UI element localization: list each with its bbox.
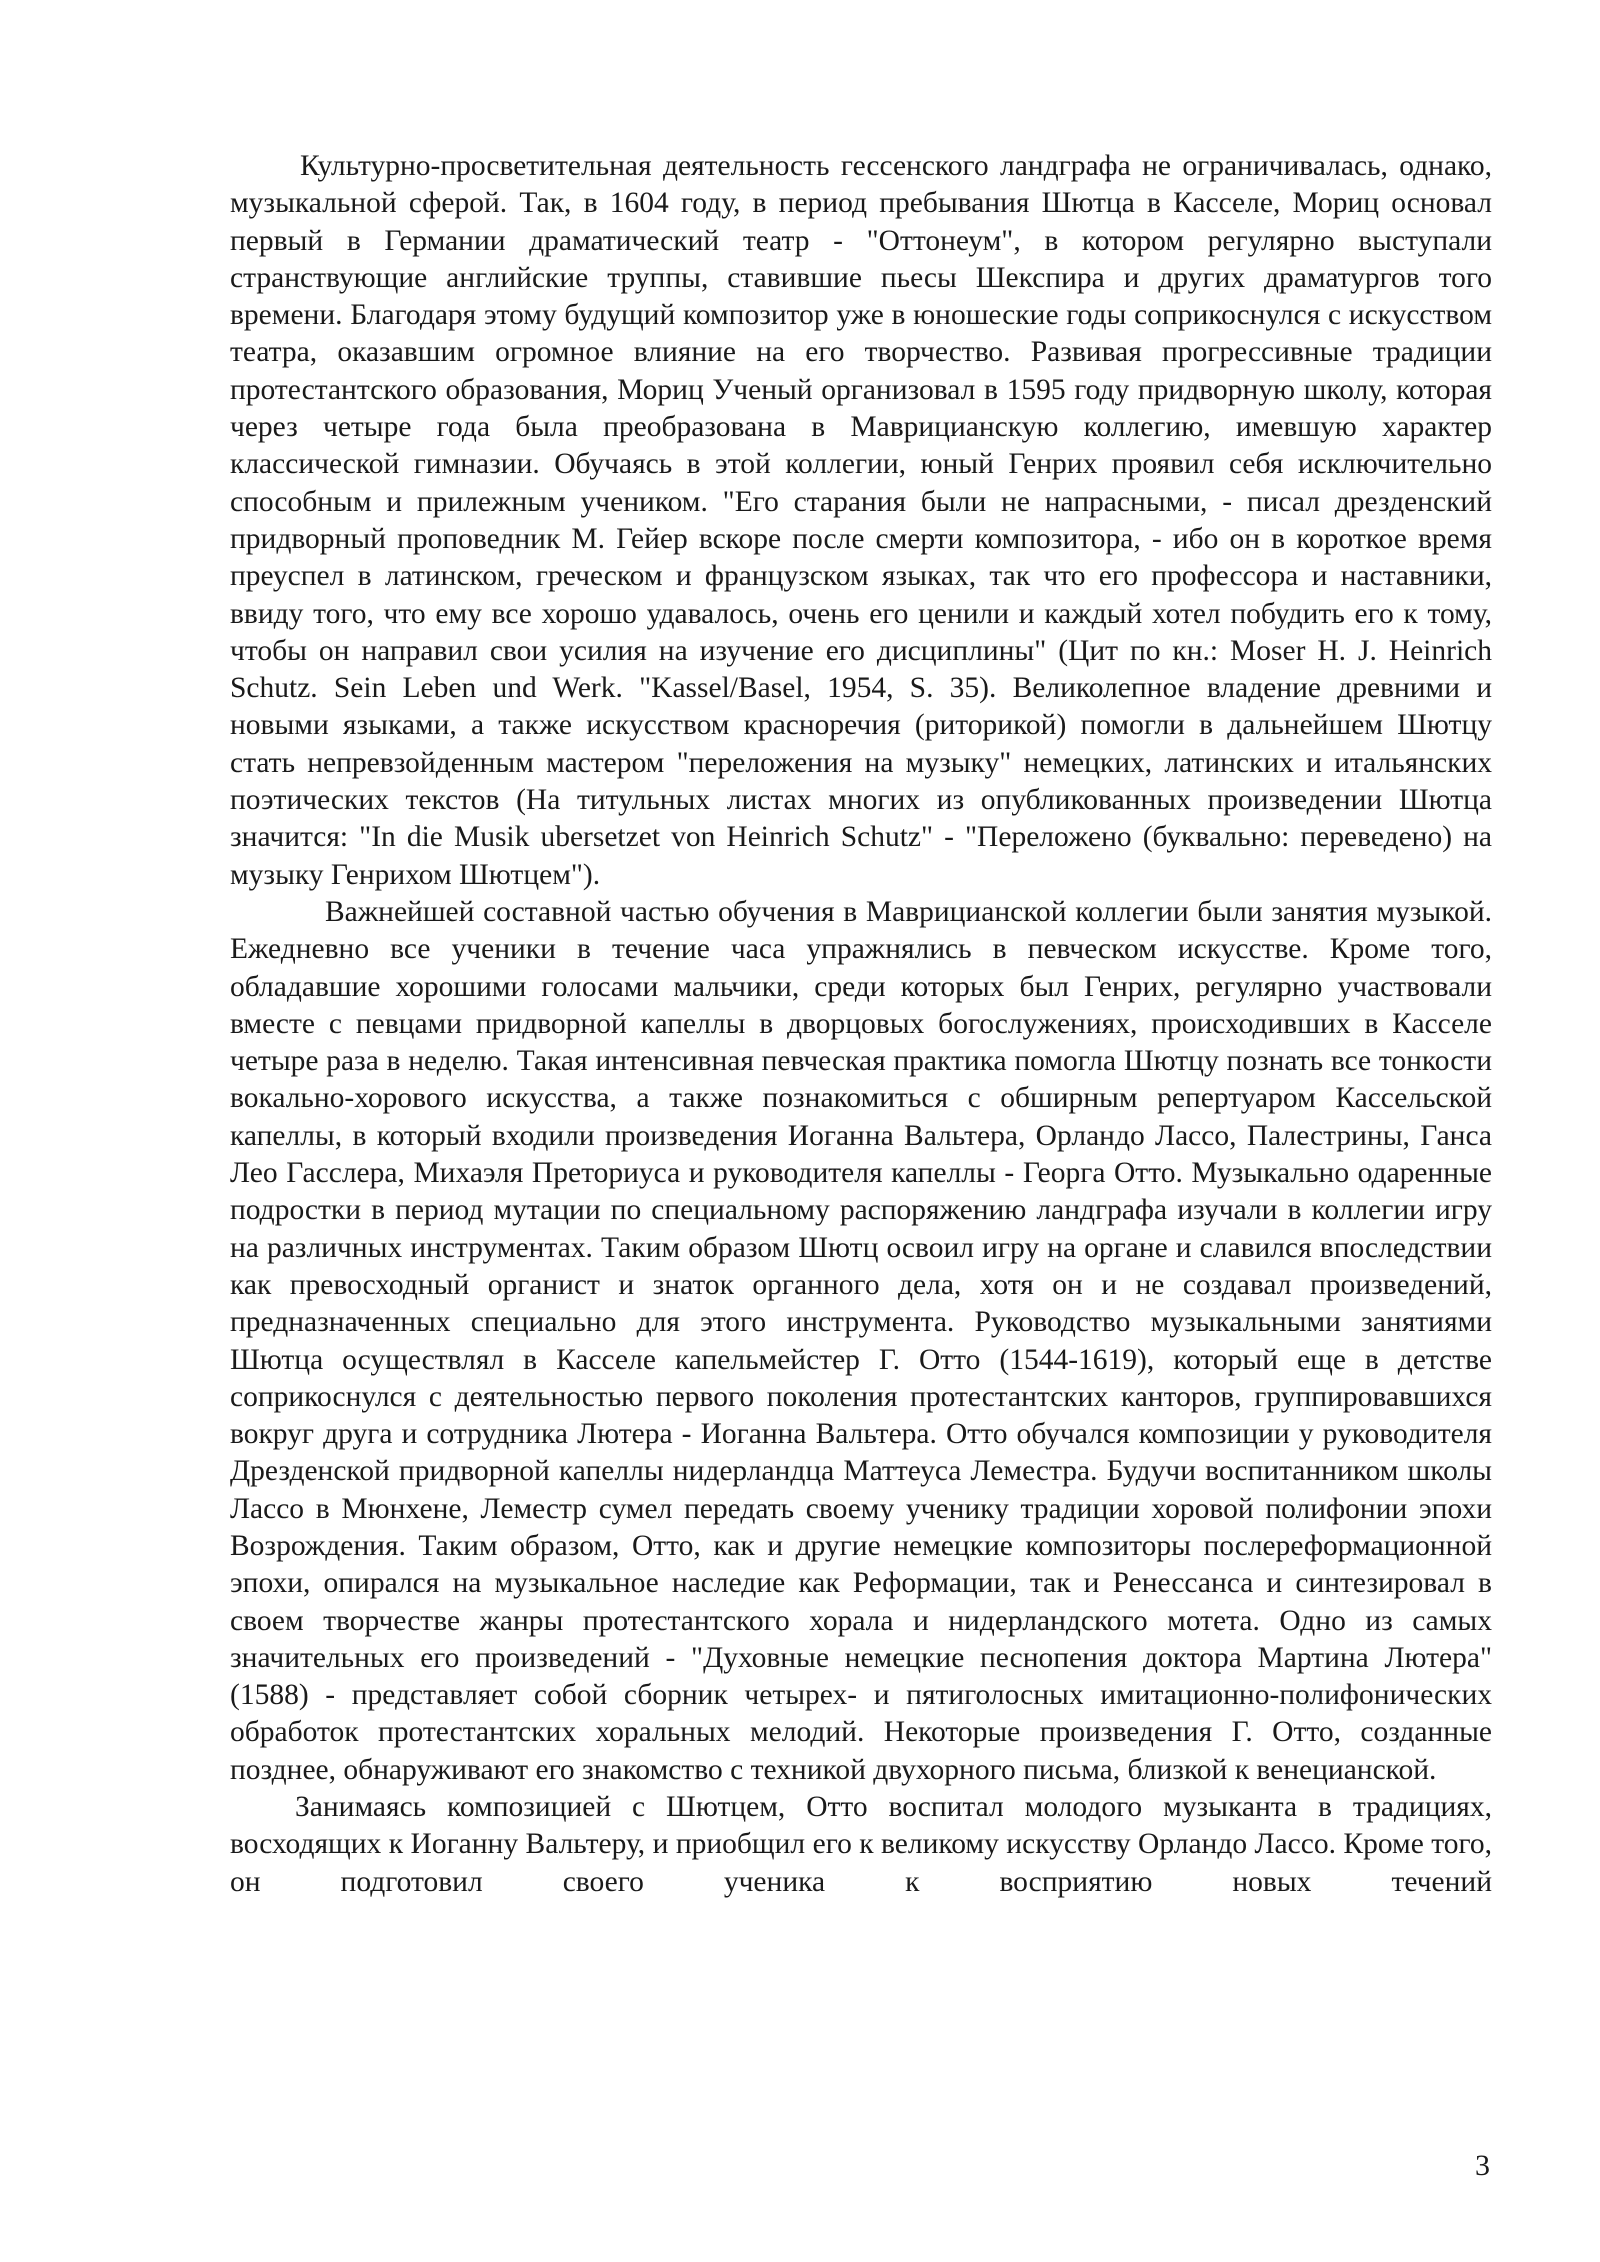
page-number: 3: [1475, 2149, 1490, 2182]
paragraph-1: Культурно-просветительная деятельность гессенского ландграфа не ограничивалась, однако, музыкальной сферой. Так, в 1604 году, в период пребывания Шютца в Касселе, Мориц основал первый в Германии драматический театр - "Оттонеум", в котором регулярно выступали странствующие английские труппы, ставившие пьесы Шекспира и других драматургов того времени. Благодаря этому будущий композитор уже в юношеские годы соприкоснулся с искусством театра, оказавшим огромное влияние на его творчество. Развивая прогрессивные традиции протестантского образования, Мориц Ученый организовал в 1595 году придворную школу, которая через четыре года была преобразована в Маврицианскую коллегию, имевшую характер классической гимназии. Обучаясь в этой коллегии, юный Генрих проявил себя исключительно способным и прилежным учеником. "Его старания были не напрасными, - писал дрезденский придворный проповедник М. Гейер вскоре после смерти композитора, - ибо он в короткое время преуспел в латинском, греческом и французском языках, так что его профессора и наставники, ввиду того, что ему все хорошо удавалось, очень его ценили и каждый хотел побудить его к тому, чтобы он направил свои усилия на изучение его дисциплины" (Цит по кн.: Moser H. J. Heinrich Schutz. Sein Leben und Werk. "Kassel/Basel, 1954, S. 35). Великолепное владение древними и новыми языками, а также искусством красноречия (риторикой) помогли в дальнейшем Шютцу стать непревзойденным мастером "переложения на музыку" немецких, латинских и итальянских поэтических текстов (На титульных листах многих из опубликованных произведении Шютца значится: "In die Musik ubersetzet von Heinrich Schutz" - "Переложено (буквально: переведено) на музыку Генрихом Шютцем").: [230, 150, 1492, 891]
paragraph-2: Важнейшей составной частью обучения в Маврицианской коллегии были занятия музыкой. Ежедневно все ученики в течение часа упражнялись в певческом искусстве. Кроме того, обладавшие хорошими голосами мальчики, среди которых был Генрих, регулярно участвовали вместе с певцами придворной капеллы в дворцовых богослужениях, происходивших в Касселе четыре раза в неделю. Такая интенсивная певческая практика помогла Шютцу познать все тонкости вокально-хорового искусства, а также познакомиться с обширным репертуаром Кассельской капеллы, в который входили произведения Иоганна Вальтера, Орландо Лассо, Палестрины, Ганса Лео Гасслера, Михаэля Преториуса и руководителя капеллы - Георга Отто. Музыкально одаренные подростки в период мутации по специальному распоряжению ландграфа изучали в коллегии игру на различных инструментах. Таким образом Шютц освоил игру на органе и славился впоследствии как превосходный органист и знаток органного дела, хотя он и не создавал произведений, предназначенных специально для этого инструмента. Руководство музыкальными занятиями Шютца осуществлял в Касселе капельмейстер Г. Отто (1544-1619), который еще в детстве соприкоснулся с деятельностью первого поколения протестантских канторов, группировавшихся вокруг друга и сотрудника Лютера - Иоганна Вальтера. Отто обучался композиции у руководителя Дрезденской придворной капеллы нидерландца Маттеуса Леместра. Будучи воспитанником школы Лассо в Мюнхене, Леместр сумел передать своему ученику традиции хоровой полифонии эпохи Возрождения. Таким образом, Отто, как и другие немецкие композиторы послереформационной эпохи, опирался на музыкальное наследие как Реформации, так и Ренессанса и синтезировал в своем творчестве жанры протестантского хорала и нидерландского мотета. Одно из самых значительных его произведений - "Духовные немецкие песнопения доктора Мартина Лютера" (1588) - представляет собой сборник четырех- и пятиголосных имитационно-полифонических обработок протестантских хоральных мелодий. Некоторые произведения Г. Отто, созданные позднее, обнаруживают его знакомство с техникой двухорного письма, близкой к венецианской.: [230, 895, 1492, 1786]
document-page: [230, 148, 1492, 1901]
paragraph-3: Занимаясь композицией с Шютцем, Отто воспитал молодого музыканта в традициях, восходящих к Иоганну Вальтеру, и приобщил его к великому искусству Орландо Лассо. Кроме того, он подготовил своего ученика к восприятию новых течений: [230, 1791, 1492, 1898]
